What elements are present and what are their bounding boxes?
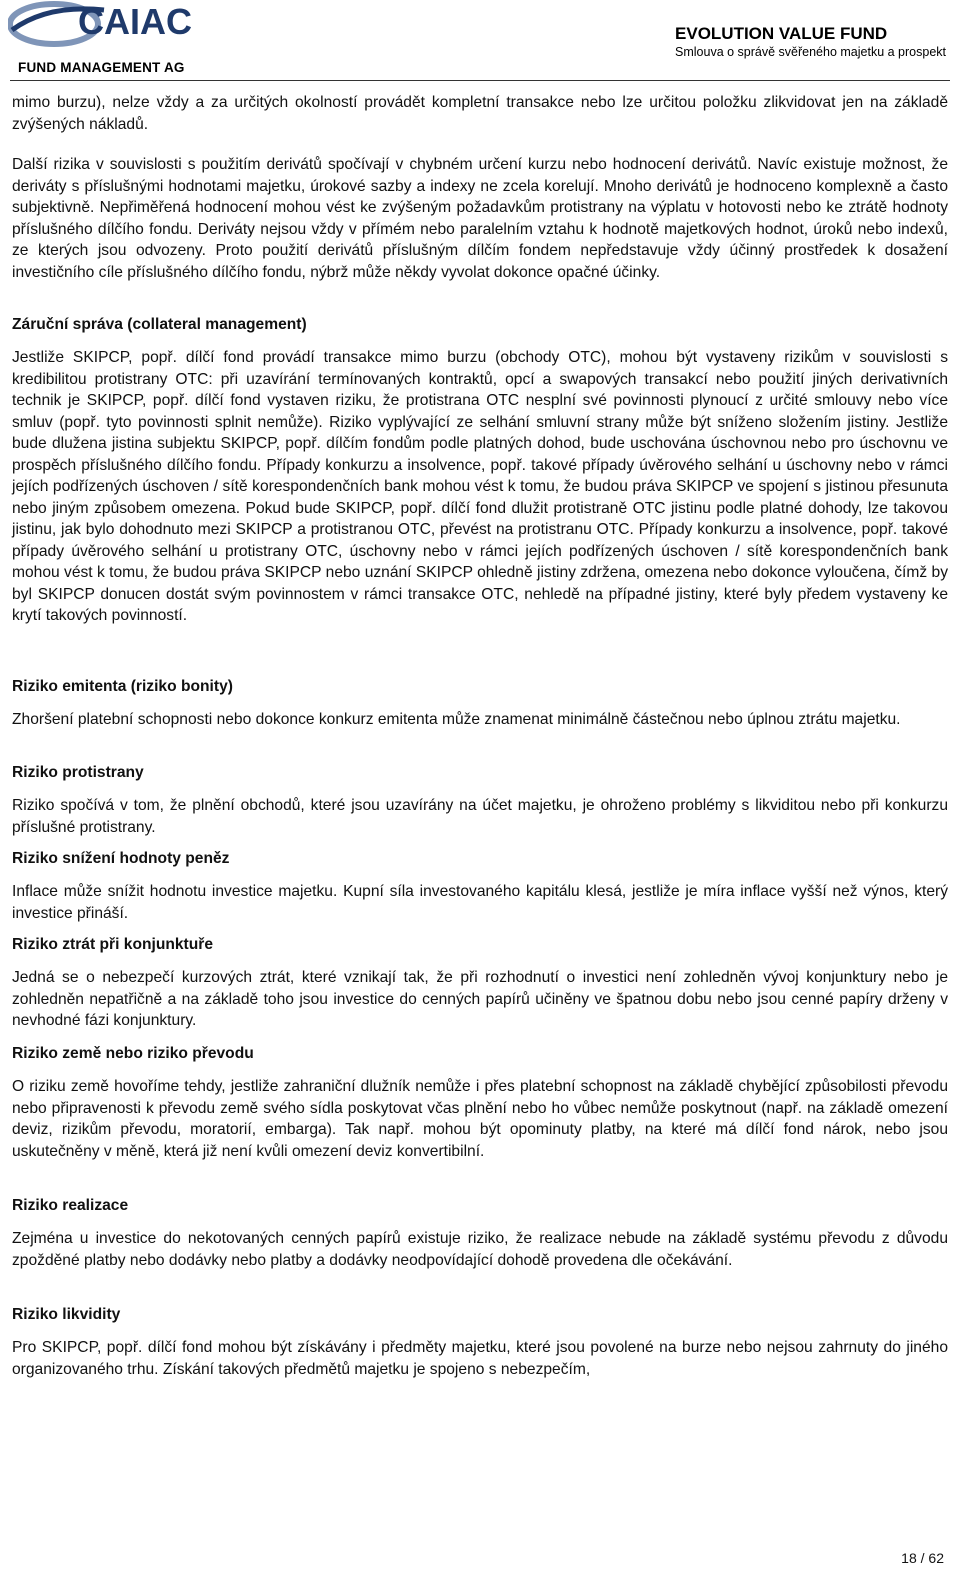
- header-right: [675, 24, 946, 60]
- page-number: 18 / 62: [901, 1550, 944, 1566]
- heading-settlement: Riziko realizace: [12, 1197, 129, 1214]
- document-subtitle: Smlouva o správě svěřeného majetku a prospekt: [675, 45, 946, 59]
- paragraph-1: mimo burzu), nelze vždy a za určitých okolností provádět kompletní transakce nebo lze určitou položku zlikvidovat jen na základě zvýšených nákladů.: [12, 94, 948, 133]
- paragraph-7: Jedná se o nebezpečí kurzových ztrát, které vznikají tak, že při rozhodnutí o investici není zohledněn vývoj konjunktury nebo je zohledněn nepatřičně a na základě toho jsou investice do cenných papírů učiněny ve špatnou dobu nebo jsou cenné papíry drženy v nevhodné fázi konjunktury.: [12, 969, 948, 1029]
- heading-collateral: Záruční správa (collateral management): [12, 316, 307, 333]
- document-title: EVOLUTION VALUE FUND: [675, 24, 888, 43]
- heading-counterparty: Riziko protistrany: [12, 764, 144, 781]
- heading-liquidity: Riziko likvidity: [12, 1306, 121, 1323]
- heading-inflation: Riziko snížení hodnoty peněz: [12, 850, 230, 867]
- logo-wordmark: CAIAC: [78, 1, 192, 42]
- heading-country: Riziko země nebo riziko převodu: [12, 1045, 254, 1062]
- page-header: [0, 0, 960, 82]
- paragraph-2: Další rizika v souvislosti s použitím derivátů spočívají v chybném určení kurzu nebo hodnocení derivátů. Navíc existuje možnost, že deriváty s příslušnými hodnotami majetku, úrokové sazby a indexy ne zcela korelují. Mnoho derivátů je hodnoceno komplexně a často subjektivně. Nepřiměřená hodnocení mohou vést ke zvýšeným požadavkům protistrany na výplatu v hotovosti nebo ke ztrátě hodnoty příslušného dílčího fondu. Deriváty nejsou vždy v přímém nebo paralelním vztahu k hodnotě majetkových hodnot, úroků nebo indexů, ze kterých jsou odvozeny. Proto použití derivátů příslušným dílčím fondem nepředstavuje vždy účinný prostředek k dosažení investičního cíle příslušného dílčího fondu, nýbrž může někdy vyvolat dokonce opačné účinky.: [12, 156, 948, 281]
- paragraph-5: Riziko spočívá v tom, že plnění obchodů, které jsou uzavírány na účet majetku, je ohroženo problémy s likviditou nebo při konkurzu příslušné protistrany.: [12, 797, 948, 836]
- paragraph-6: Inflace může snížit hodnotu investice majetku. Kupní síla investovaného kapitálu klesá, jestliže je míra inflace vyšší než výnos, který investice přináší.: [12, 883, 948, 922]
- paragraph-9: Zejména u investice do nekotovaných cenných papírů existuje riziko, že realizace nebude na základě systému převodu z důvodu zpožděné platby nebo dodávky nebo platby a dodávky neodpovídající dohodě provedena dle očekávání.: [12, 1230, 948, 1269]
- logo-swoosh-icon: [8, 0, 220, 60]
- logo-subtitle: FUND MANAGEMENT AG: [18, 60, 185, 75]
- caiac-logo: [8, 0, 220, 78]
- heading-cycle: Riziko ztrát při konjunktuře: [12, 936, 214, 953]
- paragraph-10: Pro SKIPCP, popř. dílčí fond mohou být získávány i předměty majetku, které jsou povolené na burze nebo nejsou zahrnuty do jiného organizovaného trhu. Získání takových předmětů majetku je spojeno s nebezpečím,: [12, 1339, 948, 1378]
- heading-issuer: Riziko emitenta (riziko bonity): [12, 678, 233, 695]
- header-divider: [10, 80, 950, 81]
- paragraph-4: Zhoršení platební schopnosti nebo dokonce konkurz emitenta může znamenat minimálně částečnou nebo úplnou ztrátu majetku.: [12, 711, 901, 728]
- paragraph-8: O riziku země hovoříme tehdy, jestliže zahraniční dlužník nemůže i přes platební schopnost na základě chybějící způsobilosti převodu nebo připravenosti k převodu země svého sídla poskytovat včas plnění nebo ho vůbec nemůže poskytnout (např. na základě omezení deviz, rizikům převodu, moratorií, embarga). Tak např. mohou být opominuty platby, na které má dílčí fond nárok, nebo jsou uskutečněny v měně, která již není kvůli omezení deviz konvertibilní.: [12, 1078, 948, 1160]
- paragraph-3: Jestliže SKIPCP, popř. dílčí fond provádí transakce mimo burzu (obchody OTC), mohou být vystaveny rizikům v souvislosti s kredibilitou protistrany OTC: při uzavírání termínovaných kontraktů, opcí a swapových transakcí nebo použití jiných derivativních technik je SKIPCP, popř. dílčí fond vystaven riziku, že protistrana OTC nesplní své povinnosti plynoucí z určité smlouvy nebo více smluv (popř. tyto povinnosti splnit nemůže). Riziko vyplývající ze selhání smluvní strany může být sníženo složením jistiny. Jestliže bude dlužena jistina subjektu SKIPCP, popř. dílčím fondům podle platných dohod, bude uschována úschovnou nebo pro úschovnu ve prospěch příslušného dílčího fondu. Případy konkurzu a insolvence, popř. takové případy úvěrového selhání u úschovny nebo v rámci jejích podřízených úschoven / sítě korespondenčních bank mohou vést k tomu, že budou práva SKIPCP ve spojení s jistinou přesunuta nebo jiným způsobem omezena. Pokud bude SKIPCP, popř. dílčí fond dlužit protistraně OTC jistinu podle platné dohody, lze takovou jistinu, jak bylo dohodnuto mezi SKIPCP a protistranou OTC, převést na protistranu OTC. Případy konkurzu a insolvence, popř. takové případy úvěrového selhání u protistrany OTC, úschovny nebo v rámci jejích podřízených úschoven / sítě korespondenčních bank mohou vést k tomu, že budou práva SKIPCP nebo uznání SKIPCP ohledně jistiny zdržena, omezena nebo dokonce vyloučena, čímž by byl SKIPCP donucen dostát svým povinnostem v rámci transakce OTC, nehledě na případné jistiny, které byly předem vystaveny ke krytí takových povinností.: [12, 349, 948, 624]
